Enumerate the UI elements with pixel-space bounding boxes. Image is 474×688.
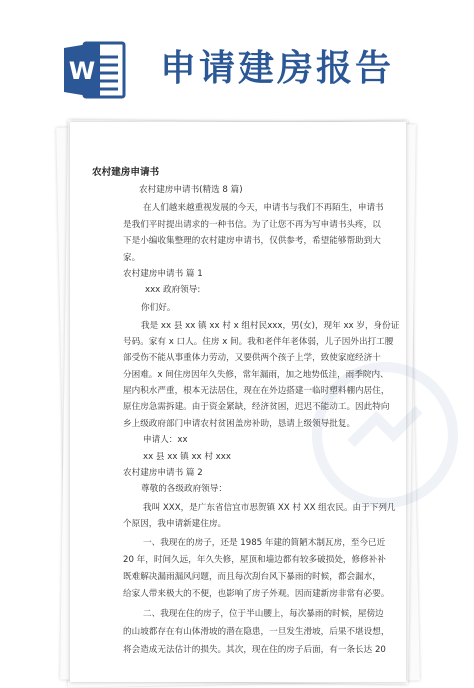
document-line: 原住房急需拆建。由于资金紧缺，经济贫困，迟迟不能动工。因此特向 (123, 402, 390, 412)
document-line: xxx 政府领导: (145, 285, 201, 295)
document-line: 农村建房申请书(精选 8 篇) (139, 185, 243, 195)
document-line: 分困难。x 间住房因年久失修，常年漏雨，加之地势低洼，雨季院内、 (123, 370, 389, 380)
document-line: 是我们平时提出请求的一种书信。为了让您不再为写申请书头疼，以 (123, 220, 381, 230)
document-line: 号码。家有 x 口人。住房 x 间。我和老伴年老体弱，儿子因外出打工腰 (123, 337, 394, 347)
document-line: 农村建房申请书 篇 1 (123, 269, 203, 279)
document-line: 二、我现在住的房子，位于半山腰上，每次暴雨的时候，屋傍边 (143, 609, 384, 619)
document-line: 农村建房申请书 篇 2 (123, 468, 203, 478)
document-title: 农村建房申请书 (92, 167, 160, 178)
document-line: 个原因，我申请新建住房。 (123, 519, 227, 529)
banner-title: 申请建房报告 (160, 48, 395, 89)
document-line: 申请人：xx (143, 435, 188, 445)
document-line: 我叫 XXX，是广东省信宜市思贺镇 XX 村 XX 组农民。由于下列几 (143, 503, 396, 513)
document-line: 部受伤不能从事重体力劳动，又要供两个孩子上学，致使家庭经济十 (123, 353, 381, 363)
header-banner (0, 0, 474, 110)
document-line: 在人们越来越重视发展的今天，申请书与我们不再陌生，申请书 (143, 203, 384, 213)
document-line: 的山坡都存在有山体滑坡的潜在隐患，一旦发生滑坡，后果不堪设想， (123, 627, 390, 637)
document-line: 家。 (123, 253, 141, 263)
document-line: 乡上级政府部门申请农村贫困盖房补助，恳请上级领导批复。 (123, 419, 356, 429)
word-document-icon (64, 40, 128, 100)
document-line: xx 县 xx 镇 xx 村 xxx (143, 452, 231, 462)
word-logo-letter: W (68, 57, 96, 85)
document-line: 尊敬的各级政府领导： (141, 484, 227, 494)
document-line: 我是 xx 县 xx 镇 xx 村 x 组村民xxx，男(女)，现年 xx 岁，身份证 (141, 321, 400, 331)
document-line: 既难解决漏雨漏风问题，而且每次刮台风下暴雨的时候，都会漏水， (123, 572, 381, 582)
document-line: 你们好。 (141, 303, 176, 313)
document-line: 将会造成无法估计的损失。其次，现在住的房子后面，有一条长达 20 (123, 645, 386, 655)
document-line: 下是小编收集整理的农村建房申请书，仅供参考，希望能够帮助到大 (123, 236, 381, 246)
document-line: 屋内积水严重，根本无法居住，现在在外边搭建一临时塑料棚内居住， (123, 386, 390, 396)
document-line: 一、我现在的房子，还是 1985 年建的简陋木制瓦房，至今已近 (143, 538, 386, 548)
document-line: 给家人带来极大的不便，也影响了房子外观。因而建新房非常有必要。 (123, 589, 390, 599)
document-line: 20 年，时间久远，年久失修，屋顶和墙边都有较多破损处，修修补补 (123, 555, 386, 565)
